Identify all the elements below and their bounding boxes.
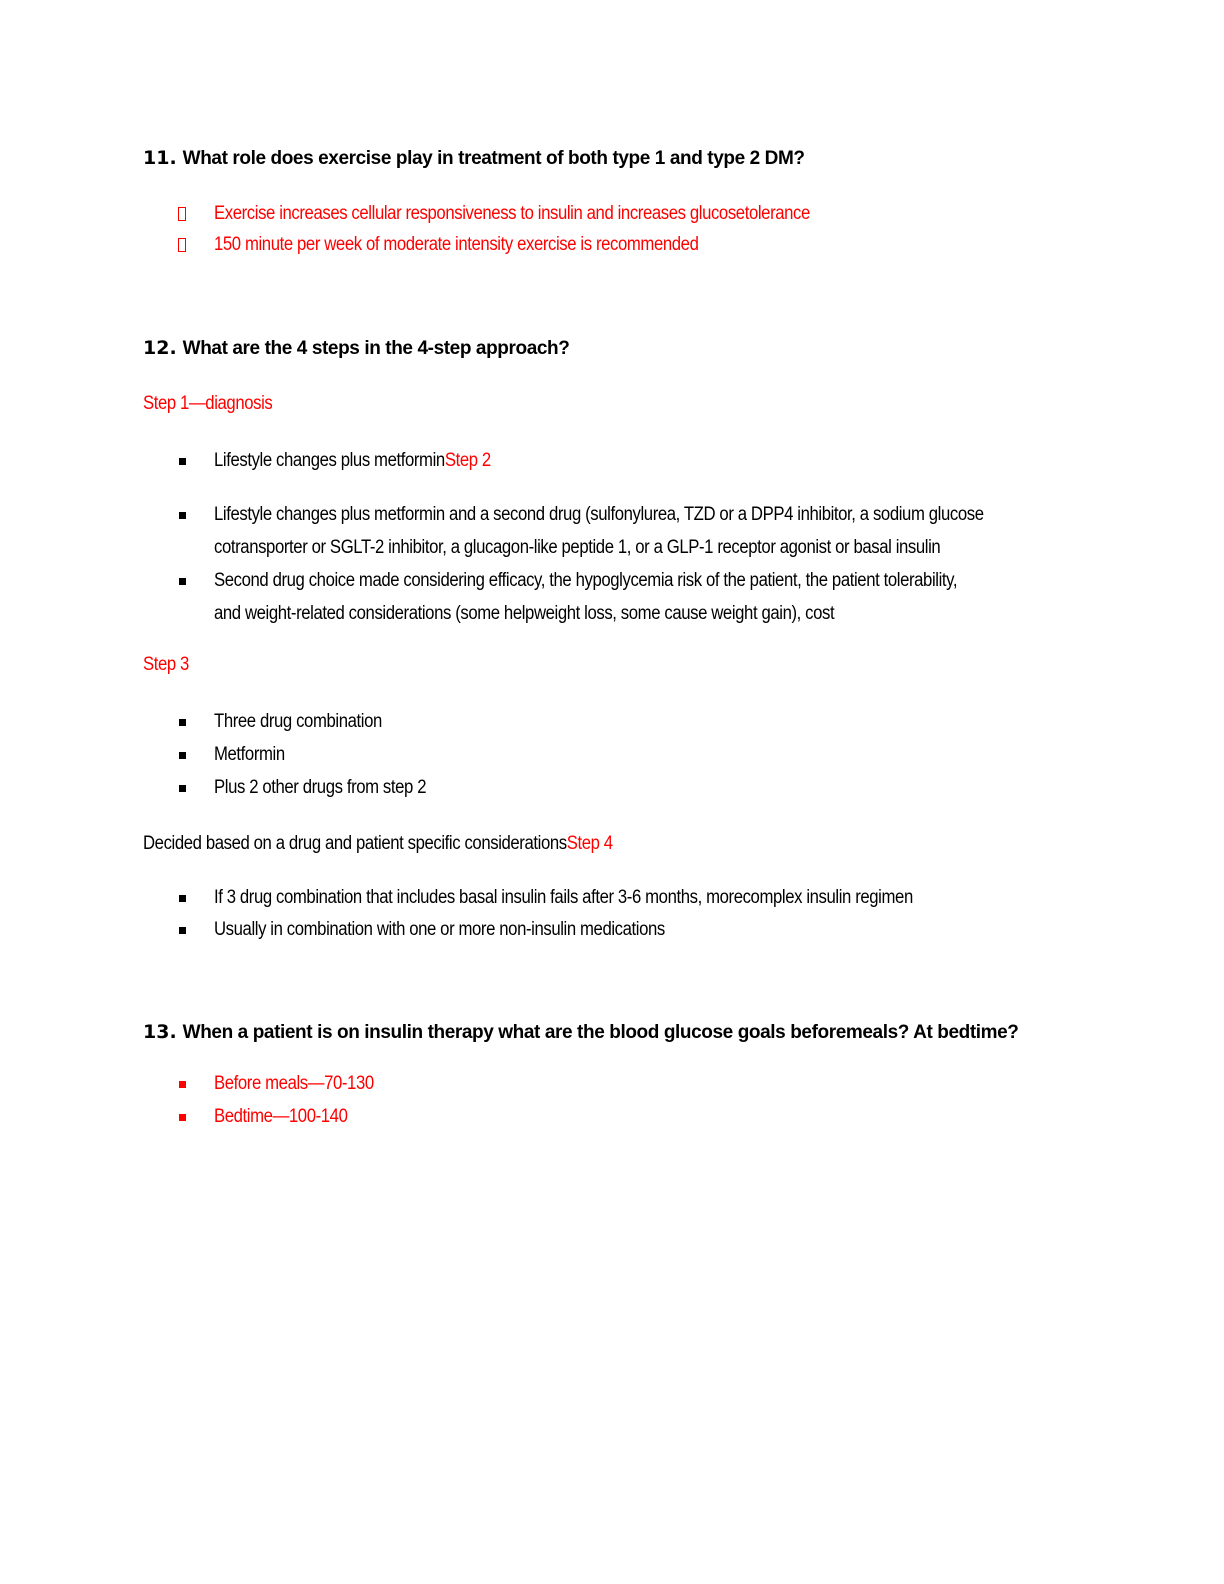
list-item-text: Lifestyle changes plus metformin and a second drug (sulfonylurea, TZD or a DPP4 inhibitor, a sodium glucose [214, 504, 984, 525]
square-bullet-icon [179, 719, 186, 726]
question-number: 11. [143, 147, 177, 169]
question-text: What role does exercise play in treatment of both type 1 and type 2 DM? [182, 148, 805, 169]
list-item-text: and weight-related considerations (some helpweight loss, some cause weight gain), cost [214, 603, 835, 624]
list-item-text: Usually in combination with one or more non-insulin medications [214, 919, 665, 940]
step-4-heading: Step 4 [566, 833, 613, 854]
list-item-text: Metformin [214, 744, 285, 765]
answer-text: 150 minute per week of moderate intensity exercise is recommended [214, 234, 699, 255]
list-item [214, 450, 491, 472]
note-text: Decided based on a drug and patient specific considerations [143, 833, 567, 854]
question-12 [143, 337, 569, 360]
square-bullet-icon [179, 578, 186, 585]
list-item-text: Plus 2 other drugs from step 2 [214, 777, 427, 798]
answer-text: Exercise increases cellular responsiveness to insulin and increases glucosetolerance [214, 203, 810, 224]
square-bullet-icon [179, 458, 186, 465]
question-text: What are the 4 steps in the 4-step approach? [182, 338, 570, 359]
checkbox-bullet-icon [178, 207, 186, 221]
square-bullet-icon [179, 785, 186, 792]
list-item-text: cotransporter or SGLT-2 inhibitor, a glucagon-like peptide 1, or a GLP-1 receptor agonist or basal insulin [214, 537, 941, 558]
question-number: 13. [143, 1021, 177, 1043]
question-11 [143, 147, 805, 170]
step-2-heading: Step 2 [444, 450, 491, 471]
answer-text: Before meals—70-130 [214, 1073, 374, 1094]
list-item-text: If 3 drug combination that includes basal insulin fails after 3-6 months, morecomplex insulin regimen [214, 887, 913, 908]
square-bullet-icon [179, 1081, 186, 1088]
answer-text: Bedtime—100-140 [214, 1106, 348, 1127]
list-item-text: Second drug choice made considering efficacy, the hypoglycemia risk of the patient, the patient tolerability, [214, 570, 958, 591]
square-bullet-icon [179, 1114, 186, 1121]
list-item-text: Three drug combination [214, 711, 382, 732]
square-bullet-icon [179, 752, 186, 759]
list-item-text: Lifestyle changes plus metformin [214, 450, 445, 471]
step-3-heading: Step 3 [143, 654, 189, 675]
step-3-note [143, 833, 613, 855]
square-bullet-icon [179, 512, 186, 519]
square-bullet-icon [179, 927, 186, 934]
question-text: When a patient is on insulin therapy what are the blood glucose goals beforemeals? At bedtime? [182, 1022, 1019, 1043]
question-13 [143, 1021, 1019, 1044]
checkbox-bullet-icon [178, 238, 186, 252]
question-number: 12. [143, 337, 177, 359]
square-bullet-icon [179, 895, 186, 902]
step-1-heading: Step 1—diagnosis [143, 393, 273, 414]
